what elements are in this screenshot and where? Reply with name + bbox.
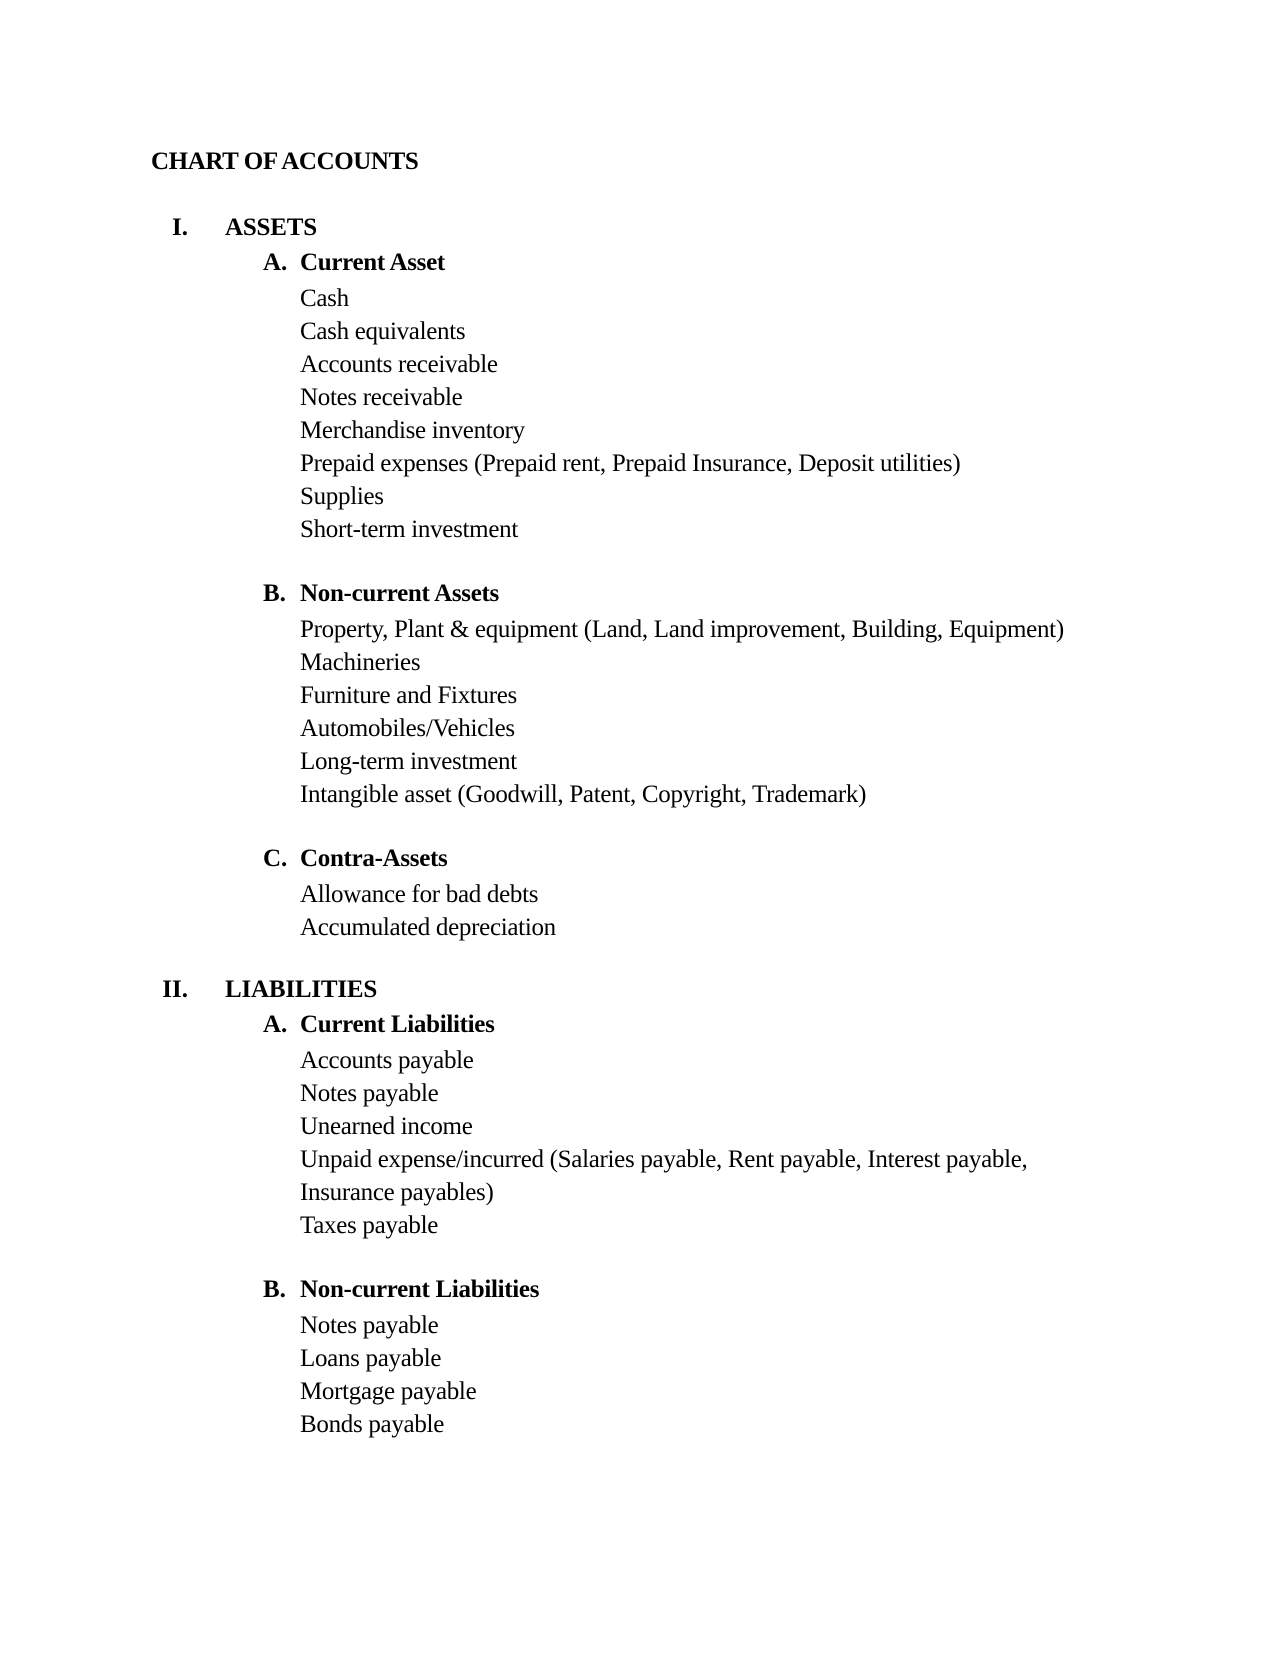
subsection-letter: C. xyxy=(263,845,288,872)
subsection-title-current-asset: Current Asset xyxy=(300,249,445,276)
section-title-assets: ASSETS xyxy=(225,214,317,241)
subsection-letter: A. xyxy=(263,1011,288,1038)
list-item: Allowance for bad debts xyxy=(300,881,539,908)
section-numeral: II. xyxy=(162,976,188,1003)
subsection-title-non-current-assets: Non-current Assets xyxy=(300,580,499,607)
list-item: Automobiles/Vehicles xyxy=(300,715,515,742)
current-asset-list xyxy=(300,282,960,546)
list-item: Loans payable xyxy=(300,1345,442,1372)
contra-assets-list xyxy=(300,878,556,944)
list-item: Furniture and Fixtures xyxy=(300,682,517,709)
current-liabilities-list xyxy=(300,1044,1080,1242)
subsection-letter: A. xyxy=(263,249,288,276)
subsection-letter: B. xyxy=(263,580,286,607)
section-title-liabilities: LIABILITIES xyxy=(225,976,378,1003)
subsection-letter: B. xyxy=(263,1276,286,1303)
list-item: Notes payable xyxy=(300,1080,439,1107)
list-item: Notes receivable xyxy=(300,384,463,411)
list-item: Notes payable xyxy=(300,1312,439,1339)
list-item: Machineries xyxy=(300,649,421,676)
non-current-liabilities-list xyxy=(300,1309,476,1441)
list-item: Long-term investment xyxy=(300,748,517,775)
list-item: Accumulated depreciation xyxy=(300,914,556,941)
list-item: Cash xyxy=(300,285,349,312)
list-item: Accounts receivable xyxy=(300,351,498,378)
page-title: CHART OF ACCOUNTS xyxy=(151,148,419,175)
subsection-title-non-current-liabilities: Non-current Liabilities xyxy=(300,1276,540,1303)
list-item: Short-term investment xyxy=(300,516,518,543)
list-item: Cash equivalents xyxy=(300,318,466,345)
subsection-title-contra-assets: Contra-Assets xyxy=(300,845,448,872)
list-item: Supplies xyxy=(300,483,384,510)
list-item: Taxes payable xyxy=(300,1212,439,1239)
section-numeral: I. xyxy=(172,214,188,241)
list-item: Prepaid expenses (Prepaid rent, Prepaid Insurance, Deposit utilities) xyxy=(300,450,961,477)
list-item: Accounts payable xyxy=(300,1047,474,1074)
list-item: Intangible asset (Goodwill, Patent, Copyright, Trademark) xyxy=(300,781,867,808)
list-item: Bonds payable xyxy=(300,1411,444,1438)
non-current-assets-list xyxy=(300,613,1064,811)
list-item: Unearned income xyxy=(300,1113,473,1140)
list-item: Property, Plant & equipment (Land, Land improvement, Building, Equipment) xyxy=(300,616,1064,643)
list-item: Unpaid expense/incurred (Salaries payable, Rent payable, Interest payable, Insurance payables) xyxy=(300,1146,1028,1206)
list-item: Merchandise inventory xyxy=(300,417,525,444)
list-item: Mortgage payable xyxy=(300,1378,477,1405)
subsection-title-current-liabilities: Current Liabilities xyxy=(300,1011,495,1038)
